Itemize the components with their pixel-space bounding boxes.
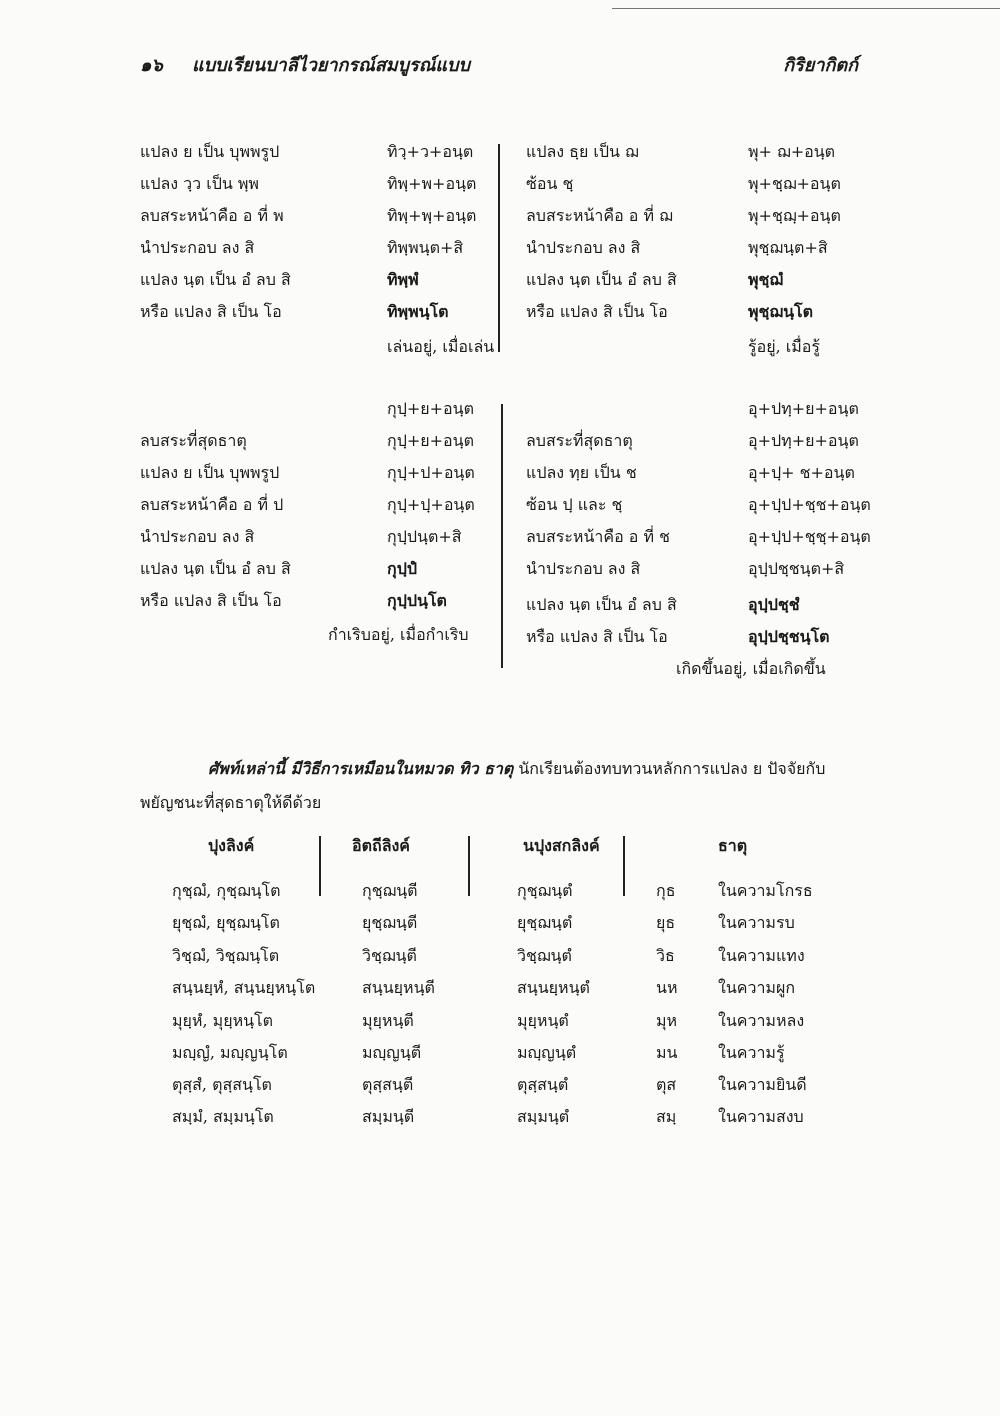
step: แปลง นฺต เป็น อํ ลบ สิ [140, 270, 291, 289]
cell-meaning: ในความรู้ [718, 1043, 785, 1062]
step: แปลง นฺต เป็น อํ ลบ สิ [140, 559, 291, 578]
form: กุปฺ+ป+อนฺต [387, 463, 475, 482]
table-row [0, 976, 1000, 1008]
step: แปลง นฺต เป็น อํ ลบ สิ [526, 270, 677, 289]
step: ซ้อน ชฺ [526, 174, 574, 193]
cell-root: สมฺ [656, 1107, 677, 1126]
step: หรือ แปลง สิ เป็น โอ [526, 627, 668, 646]
form: พุ+ชฺฌ+อนฺต [748, 174, 841, 193]
top-rule [612, 8, 1000, 9]
form-result: ทิพฺพนฺโต [387, 302, 449, 321]
step: ลบสระที่สุดธาตุ [140, 431, 247, 450]
cell-pungling: มญฺญํ, มญฺญนฺโต [172, 1043, 288, 1062]
form: ทิพฺพนฺต+สิ [387, 238, 464, 257]
step: หรือ แปลง สิ เป็น โอ [140, 302, 282, 321]
table-row [0, 911, 1000, 943]
step: แปลง วฺว เป็น พฺพ [140, 174, 259, 193]
meaning: เกิดขึ้นอยู่, เมื่อเกิดขึ้น [676, 659, 826, 678]
form: อุปฺปชฺชนฺต+สิ [748, 559, 845, 578]
book-title: แบบเรียนบาลีไวยากรณ์สมบูรณ์แบบ [192, 55, 470, 76]
page-number: ๑๖ [140, 55, 163, 76]
note-text-continued: พยัญชนะที่สุดธาตุให้ดีด้วย [140, 793, 322, 812]
form: พุ+ ฌ+อนฺต [748, 142, 836, 161]
form-result: อุปฺปชฺชํ [748, 595, 800, 614]
form-result: กุปฺปนฺโต [387, 591, 447, 610]
form-result: พุชฺฌํ [748, 270, 784, 289]
header-itthiling: อิตถีลิงค์ [352, 836, 411, 855]
cell-napungsakaling: มุยฺหนฺตํ [517, 1011, 569, 1030]
cell-pungling: กุชฺฌํ, กุชฺฌนฺโต [172, 881, 281, 900]
cell-napungsakaling: กุชฺฌนฺตํ [517, 881, 573, 900]
header-root: ธาตุ [718, 836, 748, 855]
table-row [0, 1105, 1000, 1137]
form: อุ+ปฺป+ชฺช+อนฺต [748, 495, 871, 514]
cell-meaning: ในความแทง [718, 946, 805, 965]
cell-meaning: ในความยินดี [718, 1075, 807, 1094]
table-row [0, 1041, 1000, 1073]
form: อุ+ปฺ+ ช+อนฺต [748, 463, 855, 482]
cell-root: กุธ [656, 881, 676, 900]
table-row [0, 944, 1000, 976]
note-lead: ศัพท์เหล่านี้ มีวิธีการเหมือนในหมวด ทิว ธาตุ [208, 759, 514, 778]
cell-napungsakaling: สมฺมนฺตํ [517, 1107, 570, 1126]
step: ลบสระหน้าคือ อ ที่ ป [140, 495, 284, 514]
cell-root: วิธ [656, 946, 675, 965]
step: แปลง ย เป็น บุพพรูป [140, 142, 280, 161]
cell-itthiling: มุยฺหนฺตี [362, 1011, 414, 1030]
cell-meaning: ในความโกรธ [718, 881, 813, 900]
step: ลบสระหน้าคือ อ ที่ ช [526, 527, 670, 546]
cell-napungsakaling: มญฺญนฺตํ [517, 1043, 577, 1062]
table-row [0, 879, 1000, 911]
cell-meaning: ในความรบ [718, 913, 795, 932]
form: พุ+ชฺฌฺ+อนฺต [748, 206, 841, 225]
form-result: อุปฺปชฺชนฺโต [748, 627, 830, 646]
cell-root: ตุส [656, 1075, 677, 1094]
cell-root: นห [656, 978, 678, 997]
cell-pungling: วิชฺฌํ, วิชฺฌนฺโต [172, 946, 280, 965]
step: นำประกอบ ลง สิ [526, 559, 641, 578]
step: นำประกอบ ลง สิ [140, 527, 255, 546]
form-result: กุปฺปํ [387, 559, 417, 578]
step: แปลง ทฺย เป็น ช [526, 463, 637, 482]
cell-napungsakaling: ตุสฺสนฺตํ [517, 1075, 569, 1094]
cell-itthiling: มญฺญนฺตี [362, 1043, 422, 1062]
form: อุ+ปฺป+ชฺชฺ+อนฺต [748, 527, 871, 546]
cell-itthiling: สนฺนยฺหนฺตี [362, 978, 435, 997]
cell-meaning: ในความผูก [718, 978, 796, 997]
step: แปลง นฺต เป็น อํ ลบ สิ [526, 595, 677, 614]
cell-pungling: สนฺนยฺหํ, สนฺนยฺหนฺโต [172, 978, 316, 997]
table-row [0, 1073, 1000, 1105]
step: นำประกอบ ลง สิ [140, 238, 255, 257]
step: ลบสระหน้าคือ อ ที่ ฌ [526, 206, 673, 225]
cell-pungling: มุยฺหํ, มุยฺหนฺโต [172, 1011, 274, 1030]
form: กุปฺ+ปฺ+อนฺต [387, 495, 475, 514]
cell-itthiling: ตุสฺสนฺตี [362, 1075, 414, 1094]
meaning: รู้อยู่, เมื่อรู้ [748, 337, 820, 356]
form: กุปฺ+ย+อนฺต [387, 399, 474, 418]
cell-itthiling: ยุชฺฌนฺตี [362, 913, 418, 932]
cell-pungling: ยุชฺฌํ, ยุชฺฌนฺโต [172, 913, 280, 932]
form-result: พุชฺฌนฺโต [748, 302, 813, 321]
form-result: ทิพฺพํ [387, 270, 419, 289]
cell-meaning: ในความหลง [718, 1011, 805, 1030]
table-row [0, 1009, 1000, 1041]
step: ลบสระที่สุดธาตุ [526, 431, 633, 450]
note-paragraph [140, 752, 860, 820]
cell-pungling: ตุสฺสํ, ตุสฺสนฺโต [172, 1075, 272, 1094]
form: อุ+ปทฺ+ย+อนฺต [748, 399, 859, 418]
step: แปลง ธฺย เป็น ฌ [526, 142, 639, 161]
step: ซ้อน ปฺ และ ชฺ [526, 495, 623, 514]
meaning: เล่นอยู่, เมื่อเล่น [387, 337, 495, 356]
form: ทิพฺ+พฺ+อนฺต [387, 206, 477, 225]
form: อุ+ปทฺ+ย+อนฺต [748, 431, 859, 450]
column-divider [501, 404, 503, 668]
step: หรือ แปลง สิ เป็น โอ [140, 591, 282, 610]
cell-napungsakaling: ยุชฺฌนฺตํ [517, 913, 573, 932]
cell-napungsakaling: วิชฺฌนฺตํ [517, 946, 572, 965]
header-napungsakaling: นปุงสกลิงค์ [523, 836, 600, 855]
form: กุปฺ+ย+อนฺต [387, 431, 474, 450]
cell-root: มุห [656, 1011, 678, 1030]
step: หรือ แปลง สิ เป็น โอ [526, 302, 668, 321]
meaning: กำเริบอยู่, เมื่อกำเริบ [328, 625, 469, 644]
form: กุปฺปนฺต+สิ [387, 527, 462, 546]
cell-itthiling: สมฺมนฺตี [362, 1107, 415, 1126]
cell-meaning: ในความสงบ [718, 1107, 804, 1126]
column-divider [498, 144, 500, 352]
step: ลบสระหน้าคือ อ ที่ พ [140, 206, 284, 225]
cell-root: มน [656, 1043, 678, 1062]
form: ทิพฺ+พ+อนฺต [387, 174, 477, 193]
cell-itthiling: กุชฺฌนฺตี [362, 881, 418, 900]
section-title: กิริยากิตก์ [783, 55, 858, 76]
header-pungling: ปุงลิงค์ [208, 836, 255, 855]
step: แปลง ย เป็น บุพพรูป [140, 463, 280, 482]
step: นำประกอบ ลง สิ [526, 238, 641, 257]
cell-pungling: สมฺมํ, สมฺมนฺโต [172, 1107, 274, 1126]
form: ทิวฺ+ว+อนฺต [387, 142, 474, 161]
note-text: นักเรียนต้องทบทวนหลักการแปลง ย ปัจจัยกับ [513, 759, 826, 778]
form: พุชฺฌนฺต+สิ [748, 238, 828, 257]
cell-root: ยุธ [656, 913, 676, 932]
cell-napungsakaling: สนฺนยฺหนฺตํ [517, 978, 590, 997]
cell-itthiling: วิชฺฌนฺตี [362, 946, 417, 965]
